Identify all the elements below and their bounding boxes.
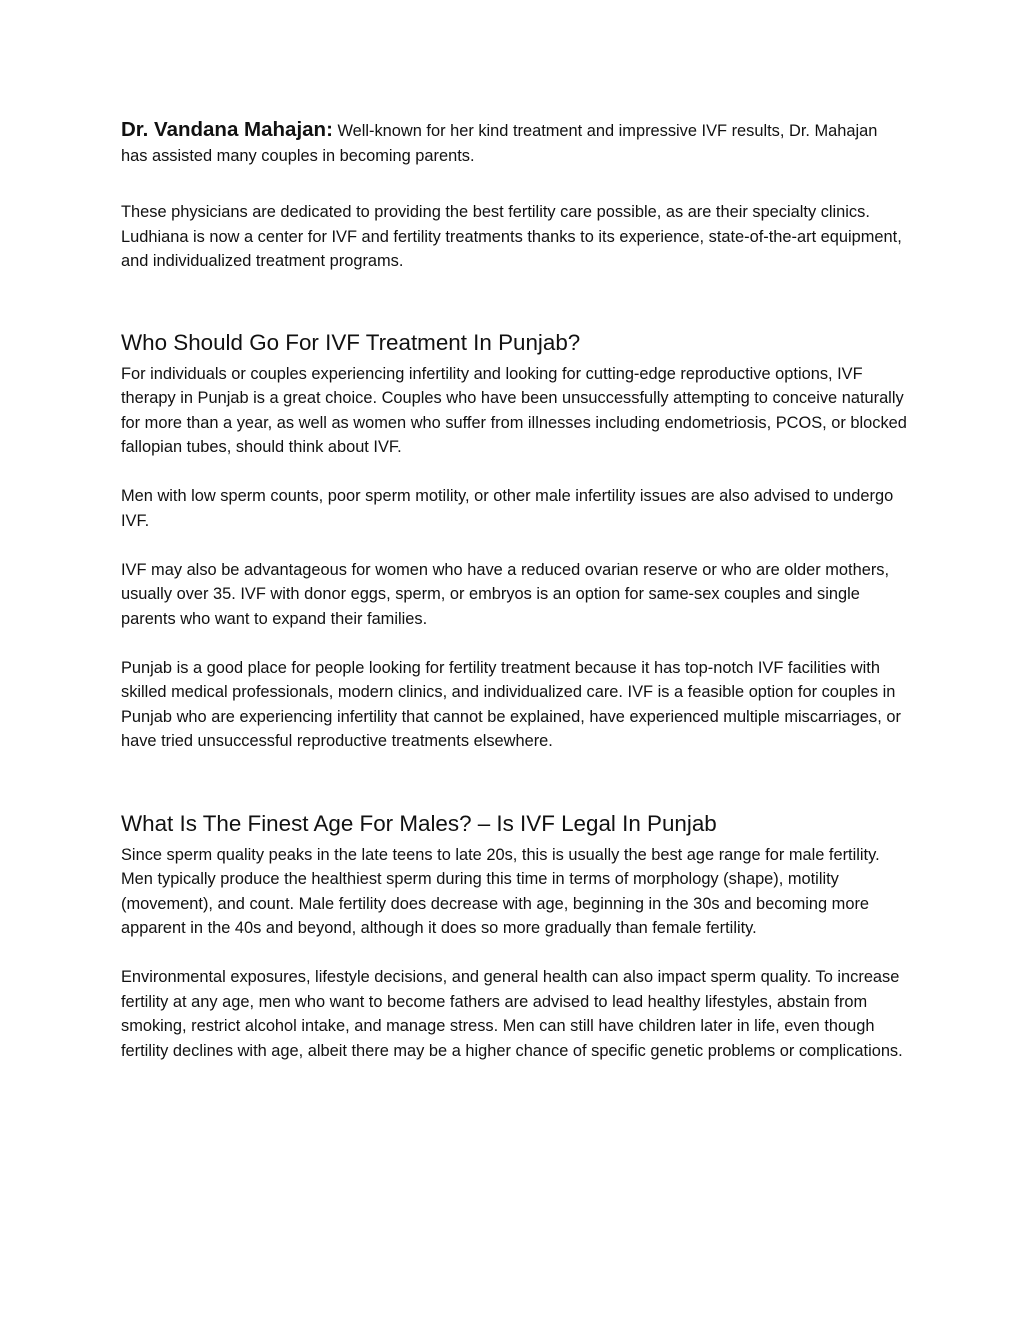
intro-text: Well-known for her kind treatment and impressive IVF results, Dr. Mahajan has assisted many couples in becoming parents. [121,122,878,165]
section-paragraph: Punjab is a good place for people looking for fertility treatment because it has top-notch IVF facilities with skilled medical professionals, modern clinics, and individualized care. IVF is a feasible option for couples in Punjab who are experiencing infertility that cannot be explained, have experienced multiple miscarriages, or have tried unsuccessful reproductive treatments elsewhere. [121,658,901,750]
section-paragraph: IVF may also be advantageous for women who have a reduced ovarian reserve or who are older mothers, usually over 35. IVF with donor eggs, sperm, or embryos is an option for same-sex couples and single parents who want to expand their families. [121,560,890,628]
document-page [121,118,907,1063]
intro-paragraph [121,118,907,168]
section-paragraph: Since sperm quality peaks in the late teens to late 20s, this is usually the best age range for male fertility. Men typically produce the healthiest sperm during this time in terms of morphology (shape), motility (movement), and count. Male fertility does decrease with age, beginning in the 30s and becoming more apparent in the 40s and beyond, although it does so more gradually than female fertility. [121,845,880,937]
section-heading-finest-age: What Is The Finest Age For Males? – Is IVF Legal In Punjab [121,810,717,836]
section-heading-who-should-go: Who Should Go For IVF Treatment In Punjab? [121,329,581,355]
section-paragraph: Environmental exposures, lifestyle decisions, and general health can also impact sperm quality. To increase fertility at any age, men who want to become fathers are advised to lead healthy lifestyles, abstain from smoking, restrict alcohol intake, and manage stress. Men can still have children later in life, even though fertility declines with age, albeit there may be a higher chance of specific genetic problems or complications. [121,968,903,1060]
section-paragraph: Men with low sperm counts, poor sperm motility, or other male infertility issues are also advised to undergo IVF. [121,487,894,530]
section-paragraph: For individuals or couples experiencing infertility and looking for cutting-edge reproductive options, IVF therapy in Punjab is a great choice. Couples who have been unsuccessfully attempting to conceive naturally for more than a year, as well as women who suffer from illnesses including endometriosis, PCOS, or blocked fallopian tubes, should think about IVF. [121,364,907,456]
summary-paragraph: These physicians are dedicated to providing the best fertility care possible, as are their specialty clinics. Ludhiana is now a center for IVF and fertility treatments thanks to its experience, state-of-the-art equipment, and individualized treatment programs. [121,203,902,270]
doctor-name: Dr. Vandana Mahajan: [121,118,333,141]
